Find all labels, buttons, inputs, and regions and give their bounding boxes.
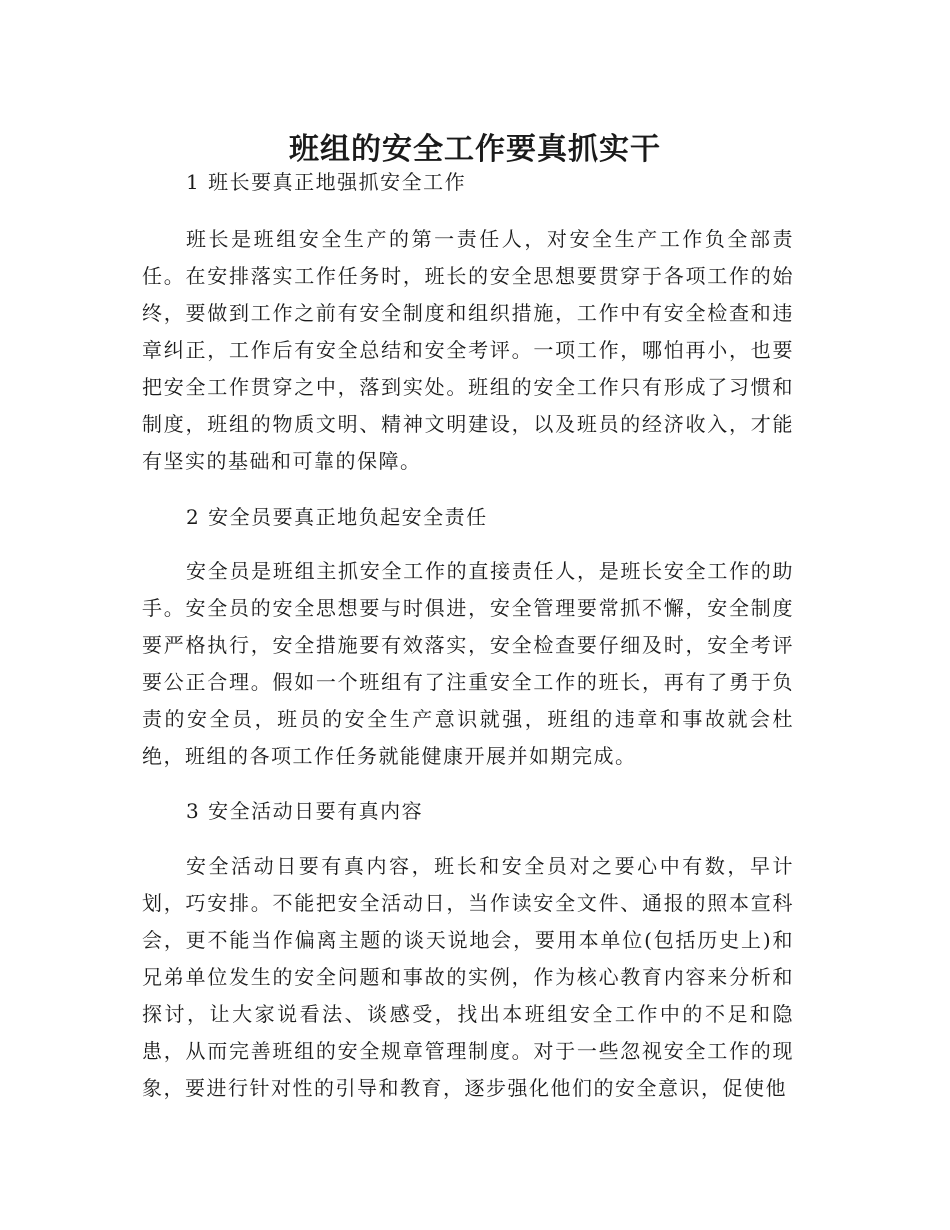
document-body [142, 162, 794, 1107]
document-title: 班组的安全工作要真抓实干 [289, 132, 661, 168]
section-heading-2: 2 安全员要真正地负起安全责任 [186, 505, 488, 529]
section-paragraph-2: 安全员是班组主抓安全工作的直接责任人，是班长安全工作的助手。安全员的安全思想要与时俱进，安全管理要常抓不懈，安全制度要严格执行，安全措施要有效落实，安全检查要仔细及时，安全考评要公正合理。假如一个班组有了注重安全工作的班长，再有了勇于负责的安全员，班员的安全生产意识就强，班组的违章和事故就会杜绝，班组的各项工作任务就能健康开展并如期完成。 [142, 559, 794, 768]
section-paragraph-1: 班长是班组安全生产的第一责任人，对安全生产工作负全部责任。在安排落实工作任务时，班长的安全思想要贯穿于各项工作的始终，要做到工作之前有安全制度和组织措施，工作中有安全检查和违章纠正，工作后有安全总结和安全考评。一项工作，哪怕再小，也要把安全工作贯穿之中，落到实处。班组的安全工作只有形成了习惯和制度，班组的物质文明、精神文明建设，以及班员的经济收入，才能有坚实的基础和可靠的保障。 [142, 227, 794, 473]
section-paragraph-3: 安全活动日要有真内容，班长和安全员对之要心中有数，早计划，巧安排。不能把安全活动日，当作读安全文件、通报的照本宣科会，更不能当作偏离主题的谈天说地会，要用本单位(包括历史上)和兄弟单位发生的安全问题和事故的实例，作为核心教育内容来分析和探讨，让大家说看法、谈感受，找出本班组安全工作中的不足和隐患，从而完善班组的安全规章管理制度。对于一些忽视安全工作的现象，要进行针对性的引导和教育，逐步强化他们的安全意识，促使他 [142, 854, 794, 1100]
section-heading-3: 3 安全活动日要有真内容 [186, 799, 424, 823]
section-heading-1: 1 班长要真正地强抓安全工作 [186, 170, 467, 194]
